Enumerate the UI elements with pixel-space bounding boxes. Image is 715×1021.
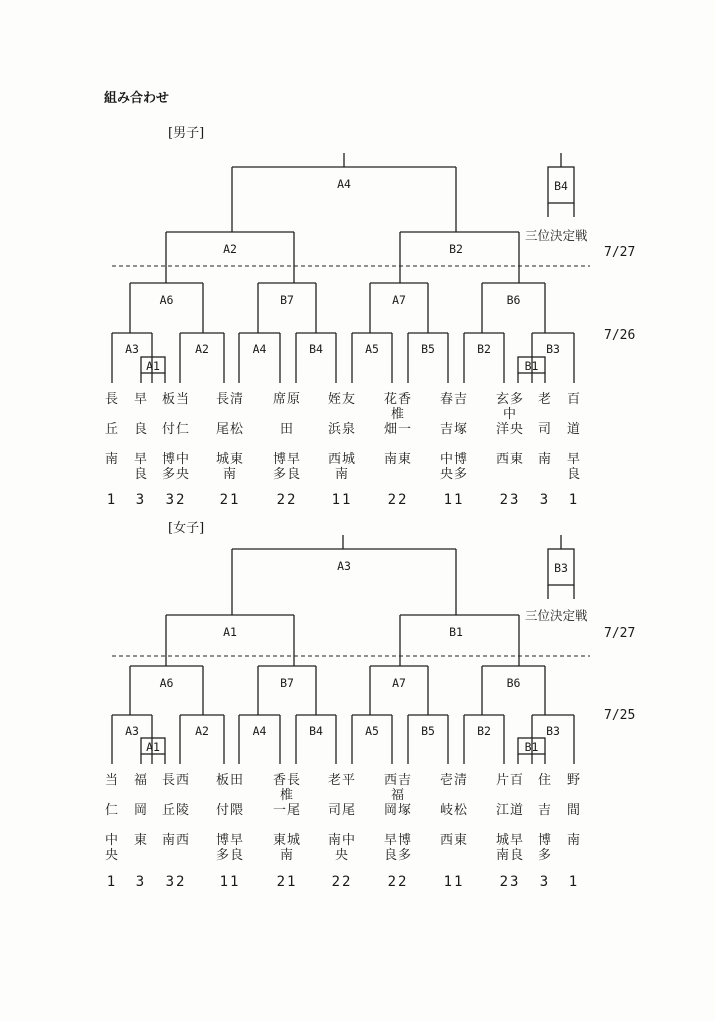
women-team-name: 福 岡 東	[133, 773, 149, 848]
men-team-number: 11	[331, 492, 353, 508]
men-semi-b-label: B2	[449, 242, 463, 256]
women-third-place-label: 三位決定戦	[525, 608, 588, 623]
women-qf-label-4: B6	[506, 676, 521, 690]
women-team-name: 片百 江道 城早 南良	[495, 773, 525, 863]
men-team-name: 長 丘 南	[104, 392, 120, 467]
men-qf-label-3: A7	[392, 293, 406, 307]
women-team-number: 23	[499, 874, 521, 890]
men-team-name: 姪友 浜泉 西城 南	[327, 392, 357, 482]
men-r1-label-1: A3	[125, 342, 139, 356]
men-r1-label-3: A4	[252, 342, 267, 356]
women-r1-label-2: A2	[195, 724, 209, 738]
men-team-number: 23	[499, 492, 521, 508]
men-team-name: 長清 尾松 城東 南	[215, 392, 245, 482]
women-date-bottom: 7/25	[604, 708, 636, 723]
men-team-name: 板当 付仁 博中 多央	[161, 392, 191, 482]
men-semi-a-label: A2	[223, 242, 237, 256]
men-team-name: 老 司 南	[537, 392, 553, 467]
women-qf-label-3: A7	[392, 676, 406, 690]
women-team-name: 野 間 南	[566, 773, 582, 848]
men-team-number: 32	[165, 492, 187, 508]
men-team-number: 3	[135, 492, 147, 508]
women-heading: [女子]	[168, 521, 205, 536]
women-team-number: 32	[165, 874, 187, 890]
women-r0-label-1: A1	[146, 740, 160, 754]
men-r1-label-8: B3	[546, 342, 560, 356]
men-team-number: 1	[568, 492, 580, 508]
women-team-name: 壱清 岐松 西東	[439, 773, 469, 848]
women-date-top: 7/27	[604, 626, 636, 641]
women-r1-label-7: B2	[477, 724, 491, 738]
men-r1-label-5: A5	[365, 342, 379, 356]
men-team-number: 21	[219, 492, 241, 508]
women-team-number: 21	[276, 874, 298, 890]
men-team-number: 11	[443, 492, 465, 508]
men-r1-label-6: B5	[421, 342, 435, 356]
women-r1-label-5: A5	[365, 724, 379, 738]
women-team-name: 香長 椎 一尾 東城 南	[272, 773, 302, 863]
women-qf-label-2: B7	[280, 676, 294, 690]
men-qf-label-4: B6	[506, 293, 521, 307]
women-r1-label-8: B3	[546, 724, 560, 738]
women-team-name: 西吉 福 岡塚 早博 良多	[383, 773, 413, 863]
women-r1-label-4: B4	[309, 724, 323, 738]
women-team-number: 11	[219, 874, 241, 890]
men-team-number: 3	[539, 492, 551, 508]
men-team-number: 1	[106, 492, 118, 508]
women-qf-label-1: A6	[159, 676, 174, 690]
women-r1-label-1: A3	[125, 724, 139, 738]
men-r1-label-4: B4	[309, 342, 323, 356]
men-r0-label-2: B1	[524, 359, 539, 373]
men-team-name: 席原 田 博早 多良	[272, 392, 302, 482]
men-date-bottom: 7/26	[604, 328, 636, 343]
women-team-name: 長西 丘陵 南西	[161, 773, 191, 848]
women-semi-b-label: B1	[449, 625, 463, 639]
men-team-name: 花香 椎 畑一 南東	[383, 392, 413, 467]
women-r1-label-3: A4	[252, 724, 267, 738]
men-team-name: 百 道 早 良	[566, 392, 582, 482]
men-team-name: 春吉 吉塚 中博 央多	[439, 392, 469, 482]
women-third-label: B3	[554, 561, 568, 575]
men-third-place-label: 三位決定戦	[525, 228, 588, 243]
women-team-number: 11	[443, 874, 465, 890]
women-team-number: 3	[539, 874, 551, 890]
women-team-name: 板田 付隈 博早 多良	[215, 773, 245, 863]
women-team-name: 住 吉 博 多	[537, 773, 553, 863]
women-team-name: 老平 司尾 南中 央	[327, 773, 357, 863]
men-qf-label-1: A6	[159, 293, 174, 307]
women-team-number: 22	[331, 874, 353, 890]
men-qf-label-2: B7	[280, 293, 294, 307]
women-semi-a-label: A1	[223, 625, 237, 639]
women-r1-label-6: B5	[421, 724, 435, 738]
women-team-number: 1	[106, 874, 118, 890]
men-team-name: 早 良 早 良	[133, 392, 149, 482]
men-date-top: 7/27	[604, 245, 636, 260]
men-r0-label-1: A1	[146, 359, 160, 373]
women-team-number: 22	[387, 874, 409, 890]
men-team-name: 玄多 中 洋央 西東	[495, 392, 525, 467]
men-heading: [男子]	[168, 126, 205, 141]
men-r1-label-7: B2	[477, 342, 491, 356]
men-team-number: 22	[276, 492, 298, 508]
men-third-label: B4	[554, 179, 568, 193]
men-r1-label-2: A2	[195, 342, 209, 356]
women-final-label: A3	[337, 559, 351, 573]
men-final-label: A4	[337, 177, 351, 191]
women-team-name: 当 仁 中 央	[104, 773, 120, 863]
women-team-number: 1	[568, 874, 580, 890]
men-team-number: 22	[387, 492, 409, 508]
women-team-number: 3	[135, 874, 147, 890]
women-r0-label-2: B1	[524, 740, 539, 754]
page-title: 組み合わせ	[104, 91, 170, 106]
